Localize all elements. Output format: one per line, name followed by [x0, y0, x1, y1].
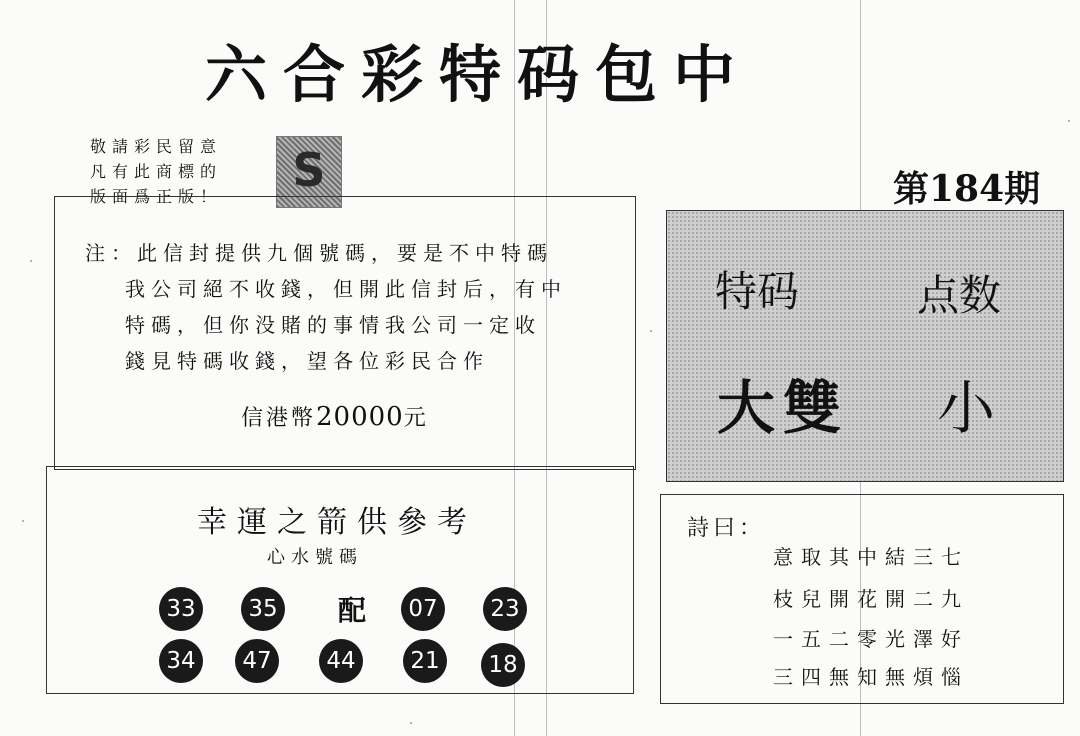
- notice-line: 版面爲正版！: [90, 187, 223, 206]
- pair-label: 配: [337, 594, 366, 627]
- number-ball: 33: [159, 587, 203, 631]
- lucky-subtitle: 心水號碼: [267, 547, 363, 568]
- poem-box: [660, 494, 1064, 704]
- scan-speck: [650, 330, 652, 332]
- poem-line: 三四無知無煩惱: [773, 665, 969, 689]
- price-unit: 元: [403, 406, 429, 431]
- notice-line: 敬請彩民留意: [90, 137, 223, 156]
- price-number: 20000: [316, 402, 404, 432]
- number-ball: 07: [401, 587, 445, 631]
- special-code-panel: [666, 210, 1064, 482]
- points-label: 点数: [917, 271, 1002, 320]
- number-ball: 23: [483, 587, 527, 631]
- issue-number: 第184期: [893, 168, 1041, 210]
- number-ball: 18: [481, 643, 525, 687]
- page-title: 六合彩特码包中: [205, 38, 752, 111]
- poem-line: 枝兒開花開二九: [773, 587, 969, 611]
- note-line: 我公司絕不收錢，但開此信封后，有中: [125, 277, 567, 301]
- note-text: [85, 235, 633, 379]
- number-ball: 35: [241, 587, 285, 631]
- notice-line: 凡有此商標的: [90, 162, 223, 181]
- number-ball: 21: [403, 639, 447, 683]
- note-line: 特碼，但你没賭的事情我公司一定收: [125, 313, 541, 337]
- price-prefix: 信港幣: [241, 406, 317, 431]
- points-value: 小: [937, 374, 996, 442]
- envelope-note-box: [54, 196, 636, 470]
- poem-heading: 詩曰：: [687, 516, 766, 541]
- scan-speck: [30, 260, 32, 262]
- number-ball: 47: [235, 639, 279, 683]
- note-line: 錢見特碼收錢，望各位彩民合作: [125, 349, 489, 373]
- scan-speck: [1068, 120, 1070, 122]
- scan-speck: [410, 722, 412, 724]
- note-line: 注：此信封提供九個號碼，要是不中特碼: [85, 241, 553, 265]
- special-code-value: 大雙: [717, 374, 850, 442]
- special-code-label: 特码: [715, 267, 800, 316]
- poem-line: 一五二零光澤好: [773, 627, 969, 651]
- poem-line: 意取其中結三七: [773, 545, 969, 569]
- price-amount: [241, 401, 501, 432]
- lucky-title: 幸運之箭供參考: [197, 505, 477, 540]
- number-ball: 44: [319, 639, 363, 683]
- lucky-numbers-box: [46, 466, 634, 694]
- number-ball: 34: [159, 639, 203, 683]
- scan-speck: [22, 520, 24, 522]
- trademark-glyph: S: [292, 143, 326, 197]
